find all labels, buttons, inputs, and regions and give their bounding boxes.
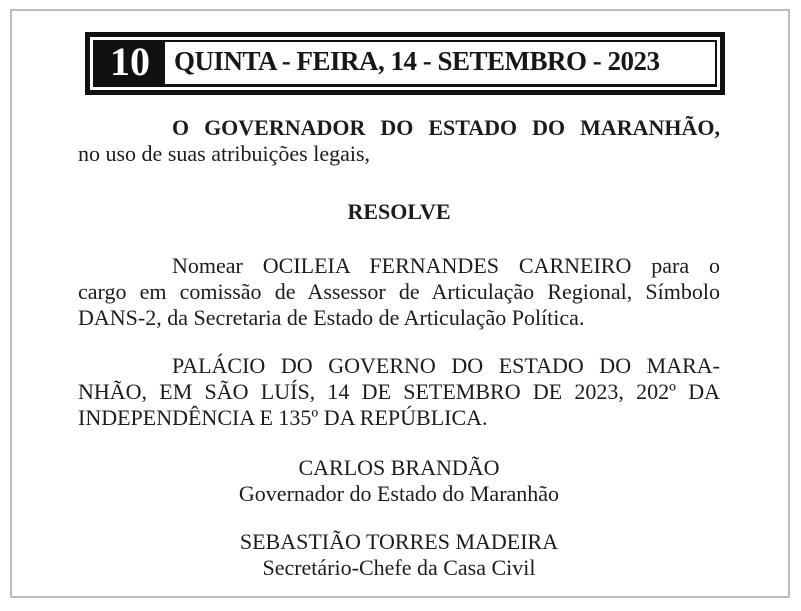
signature-title: Governador do Estado do Maranhão [238,481,560,506]
masthead-box [85,32,725,95]
signature-title: Secretário-Chefe da Casa Civil [262,555,536,580]
signature-block-governor [78,455,720,507]
resolve-heading: RESOLVE [347,199,451,224]
gazette-page [10,9,790,598]
closing-paragraph [78,353,720,431]
appointment-line-1: Nomear OCILEIA FERNANDES CARNEIRO para o [172,253,720,278]
closing-line-1: PALÁCIO DO GOVERNO DO ESTADO DO MARA- [172,353,720,378]
decree-text [78,115,720,581]
signature-block-secretary [78,529,720,581]
masthead-inner-frame [93,40,717,87]
opening-line-bold: O GOVERNADOR DO ESTADO DO MARANHÃO, [172,115,720,140]
appointment-paragraph [78,253,720,331]
page-number: 10 [95,42,165,84]
signature-name: SEBASTIÃO TORRES MADEIRA [239,529,559,554]
masthead-date-line: QUINTA - FEIRA, 14 - SETEMBRO - 2023 [174,46,660,76]
closing-line-3: INDEPENDÊNCIA E 135º DA REPÚBLICA. [78,405,488,430]
appointment-line-3: DANS-2, da Secretaria de Estado de Articulação Política. [78,305,585,330]
closing-line-2: NHÃO, EM SÃO LUÍS, 14 DE SETEMBRO DE 2023, 202º DA [78,379,720,404]
opening-line-2: no uso de suas atribuições legais, [78,141,371,166]
appointment-line-2: cargo em comissão de Assessor de Articulação Regional, Símbolo [78,279,720,304]
signature-name: CARLOS BRANDÃO [298,455,500,480]
opening-paragraph [78,115,720,167]
